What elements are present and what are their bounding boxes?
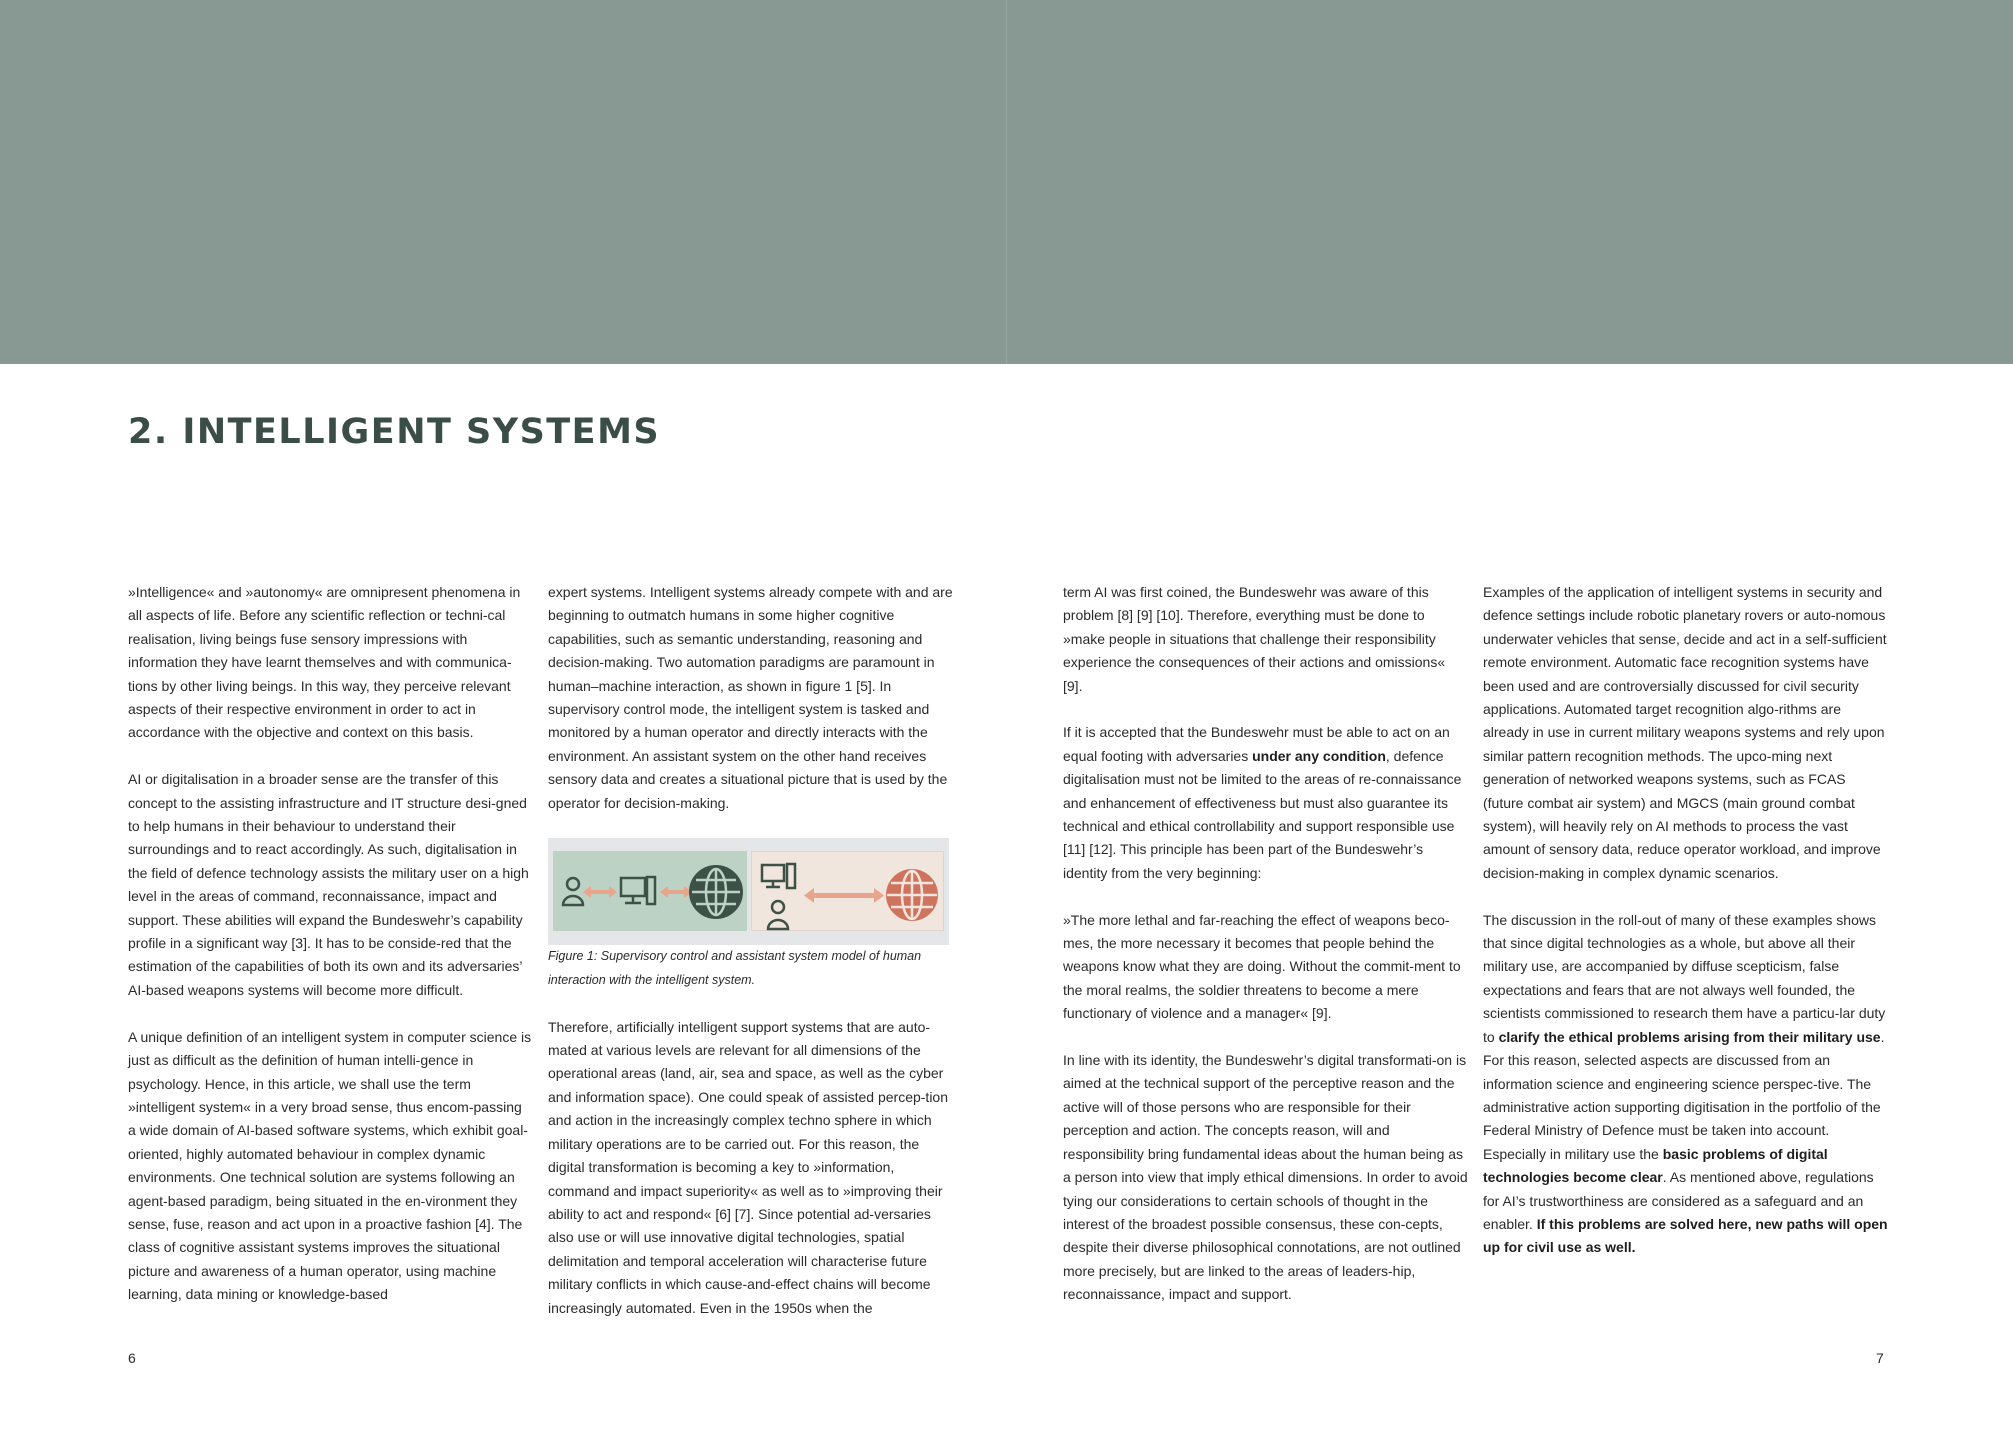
text-run: . As mentioned above, regulations for AI’s trustworthiness are considered as a safeguard and an enabler.: [1483, 1169, 1874, 1232]
paragraph: [1483, 909, 1888, 1260]
section-heading: 2. INTELLIGENT SYSTEMS: [128, 412, 661, 452]
bold-text: If this problems are solved here, new paths will open up for civil use as well.: [1483, 1215, 1888, 1256]
paragraph: expert systems. Intelligent systems already compete with and are beginning to outmatch humans in some higher cognitive capabilities, such as semantic understanding, reasoning and decision-making. Two automation paradigms are paramount in human–machine interaction, as shown in figure 1 [5]. In supervisory control mode, the intelligent system is tasked and monitored by a human operator and directly interacts with the environment. An assistant system on the other hand receives sensory data and creates a situational picture that is used by the operator for decision-making.: [548, 584, 953, 811]
text-column-1: [128, 581, 533, 1307]
paragraph: »Intelligence« and »autonomy« are omnipresent phenomena in all aspects of life. Before any scientific reflection or techni-cal realisation, living beings fuse sensory impressions with information they have learnt themselves and with communica-tions by other living beings. In this way, they perceive relevant aspects of their respective environment in order to act in accordance with the objective and context on this basis.: [128, 584, 521, 741]
page-number-left: 6: [128, 1350, 136, 1366]
header-banner: [0, 0, 2013, 364]
bold-text: clarify the ethical problems arising from their military use: [1498, 1028, 1881, 1045]
text-column-3: [1063, 581, 1468, 1307]
text-run: The discussion in the roll-out of many of these examples shows that since digital technologies as a whole, but above all their military use, are accompanied by diffuse scepticism, false expectations and fears that are not always well founded, the scientists commissioned to research them have a particu-lar duty to: [1483, 911, 1886, 1045]
paragraph: Therefore, artificially intelligent support systems that are auto-mated at various levels are relevant for all dimensions of the operational areas (land, air, sea and space, as well as the cyber and information space). One could speak of assisted percep-tion and action in the increasingly complex techno sphere in which military operations are to be carried out. For this reason, the digital transformation is becoming a key to »information, command and impact superiority« as well as to »improving their ability to act and respond« [6] [7]. Since potential ad-versaries also use or will use innovative digital technologies, spatial delimitation and temporal acceleration will characterise future military conflicts in which cause-and-effect chains will become increasingly automated. Even in the 1950s when the: [548, 1018, 949, 1316]
text-column-2: [548, 581, 953, 1320]
computer-icon: [762, 864, 795, 888]
computer-icon: [621, 877, 655, 904]
assistant-system-diagram: [752, 852, 945, 932]
text-column-4: [1483, 581, 1888, 1260]
double-arrow-icon: [804, 888, 884, 903]
page-fold-line: [1006, 0, 1007, 364]
page-number-right: 7: [1876, 1350, 1884, 1366]
operator-icon: [768, 901, 788, 929]
figure-1: [548, 838, 949, 945]
text-run: If it is accepted that the Bundeswehr must be able to act on an equal footing with adversaries: [1063, 724, 1450, 764]
bold-text: under any condition: [1252, 747, 1386, 764]
supervisory-control-diagram: [553, 851, 747, 931]
double-arrow-icon: [583, 886, 617, 898]
text-run: , defence digitalisation must not be limited to the areas of re-connaissance and enhancement of effectiveness but must also guarantee its technical and ethical controllability and support responsible use [11] [12]. This principle has been part of the Bundeswehr’s identity from the very beginning:: [1063, 747, 1462, 881]
bold-text: basic problems of digital technologies become clear: [1483, 1145, 1828, 1186]
operator-icon: [563, 878, 583, 905]
supervisory-control-panel: [553, 851, 747, 931]
paragraph: [1063, 721, 1468, 885]
paragraph: AI or digitalisation in a broader sense are the transfer of this concept to the assisting infrastructure and IT structure desi-gned to help humans in their behaviour to understand their surroundings and to react accordingly. As such, digitalisation in the field of defence technology assists the military user on a high level in the areas of command, reconnaissance, impact and support. These abilities will expand the Bundeswehr’s capability profile in a significant way [3]. It has to be conside-red that the estimation of the capabilities of both its own and its adversaries’ AI-based weapons systems will become more difficult.: [128, 771, 529, 998]
quote-paragraph: »The more lethal and far-reaching the effect of weapons beco-mes, the more necessary it becomes that people behind the weapons know what they are doing. Without the commit-ment to the moral realms, the soldier threatens to become a mere functionary of violence and a manager« [9].: [1063, 911, 1461, 1022]
figure-caption: Figure 1: Supervisory control and assistant system model of human interaction with the intelligent system.: [548, 949, 922, 987]
globe-icon: [691, 867, 741, 917]
paragraph: In line with its identity, the Bundeswehr’s digital transformati-on is aimed at the technical support of the perceptive reason and the active will of those persons who are responsible for their perception and action. The concepts reason, will and responsibility bring fundamental ideas about the human being as a person into view that imply ethical dimensions. In order to avoid tying our considerations to certain schools of thought in the interest of the broadest possible consensus, these con-cepts, despite their diverse philosophical connotations, are not outlined more precisely, but are linked to the areas of leaders-hip, reconnaissance, impact and support.: [1063, 1052, 1468, 1303]
double-arrow-icon: [660, 886, 692, 898]
paragraph: term AI was first coined, the Bundeswehr was aware of this problem [8] [9] [10]. Therefore, everything must be done to »make people in situations that challenge their responsibility experience the consequences of their actions and omissions« [9].: [1063, 584, 1446, 694]
text-run: . For this reason, selected aspects are discussed from an information science and engineering science perspec-tive. The administrative action supporting digitisation in the portfolio of the Federal Ministry of Defence must be taken into account. Especially in military use the: [1483, 1028, 1885, 1162]
assistant-system-panel: [751, 851, 944, 931]
globe-icon: [886, 869, 938, 921]
paragraph: A unique definition of an intelligent system in computer science is just as difficult as the definition of human intelli-gence in psychology. Hence, in this article, we shall use the term »intelligent system« in a very broad sense, thus encom-passing a wide domain of AI-based software systems, which exhibit goal-oriented, highly automated behaviour in complex dynamic environments. One technical solution are systems following an agent-based paradigm, being situated in the en-vironment they sense, fuse, reason and act upon in a proactive fashion [4]. The class of cognitive assistant systems improves the situational picture and awareness of a human operator, using machine learning, data mining or knowledge-based: [128, 1028, 532, 1303]
paragraph: Examples of the application of intelligent systems in security and defence settings include robotic planetary rovers or auto-nomous underwater vehicles that sense, decide and act in a self-sufficient remote environment. Automatic face recognition systems have been used and are controversially discussed for civil security applications. Automated target recognition algo-rithms are already in use in current military weapons systems and rely upon similar pattern recognition methods. The upco-ming next generation of networked weapons systems, such as FCAS (future combat air system) and MGCS (main ground combat system), will heavily rely on AI methods to process the vast amount of sensory data, reduce operator workload, and improve decision-making in complex dynamic scenarios.: [1483, 584, 1887, 881]
